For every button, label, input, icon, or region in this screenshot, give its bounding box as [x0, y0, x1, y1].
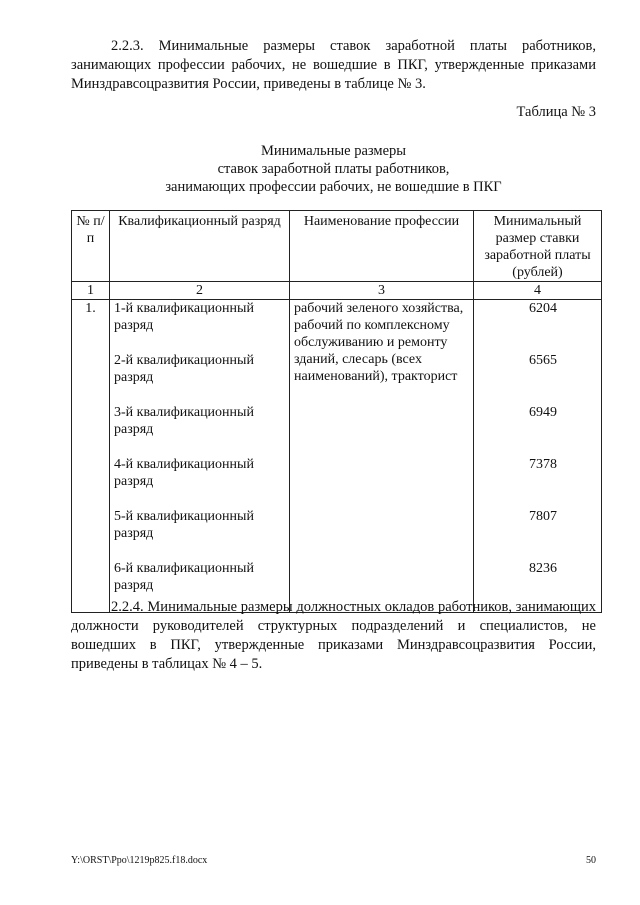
paragraph-text: 2.2.3. Минимальные размеры ставок заработной платы работников, занимающих профессии рабочих, не вошедшие в ПКГ, утвержденные приказами Минздравсоцразвития России, приведены в таблице № 3. — [71, 38, 596, 92]
paragraph-2-2-4 — [71, 598, 596, 674]
table-header-row — [72, 211, 602, 282]
footer-file-path: Y:\ORST\Ppo\1219p825.f18.docx — [71, 855, 208, 866]
wage-table — [71, 210, 602, 613]
column-number: 3 — [290, 282, 474, 300]
header-number: № п/п — [72, 211, 110, 282]
paragraph-2-2-3 — [71, 37, 596, 94]
grade-item: 1-й квалификационный разряд — [114, 301, 254, 333]
table-caption — [71, 142, 596, 196]
header-grade: Квалификационный разряд — [110, 211, 290, 282]
grade-item: 2-й квалификационный разряд — [114, 353, 254, 385]
table-label: Таблица № 3 — [516, 104, 596, 120]
column-number: 1 — [72, 282, 110, 300]
column-number: 4 — [474, 282, 602, 300]
grade-item: 6-й квалификационный разряд — [114, 561, 254, 593]
wage-value: 6565 — [529, 353, 557, 368]
wage-cell — [474, 300, 602, 613]
column-number-row — [72, 282, 602, 300]
column-number: 2 — [110, 282, 290, 300]
paragraph-text: 2.2.4. Минимальные размеры должностных окладов работников, занимающих должности руководителей структурных подразделений и специалистов, не вошедших в ПКГ, утвержденные приказами Минздравсоцразвития России, приведены в таблицах № 4 – 5. — [71, 599, 596, 672]
grade-cell — [110, 300, 290, 613]
table-row — [72, 300, 602, 613]
wage-value: 7807 — [529, 509, 557, 524]
header-profession: Наименование профессии — [290, 211, 474, 282]
caption-line-2: ставок заработной платы работников, — [217, 161, 450, 177]
row-number: 1. — [72, 300, 110, 613]
grade-item: 4-й квалификационный разряд — [114, 457, 254, 489]
wage-value: 6949 — [529, 405, 557, 420]
page-number: 50 — [586, 855, 596, 866]
header-min-wage: Минимальный размер ставки заработной платы (рублей) — [474, 211, 602, 282]
profession-cell: рабочий зеленого хозяйства, рабочий по комплексному обслуживанию и ремонту зданий, слесарь (всех наименований), тракторист — [290, 300, 474, 613]
grade-item: 3-й квалификационный разряд — [114, 405, 254, 437]
caption-line-3: занимающих профессии рабочих, не вошедшие в ПКГ — [165, 179, 502, 195]
grade-item: 5-й квалификационный разряд — [114, 509, 254, 541]
caption-line-1: Минимальные размеры — [260, 143, 407, 159]
wage-value: 6204 — [529, 301, 557, 316]
wage-value: 8236 — [529, 561, 557, 576]
wage-value: 7378 — [529, 457, 557, 472]
